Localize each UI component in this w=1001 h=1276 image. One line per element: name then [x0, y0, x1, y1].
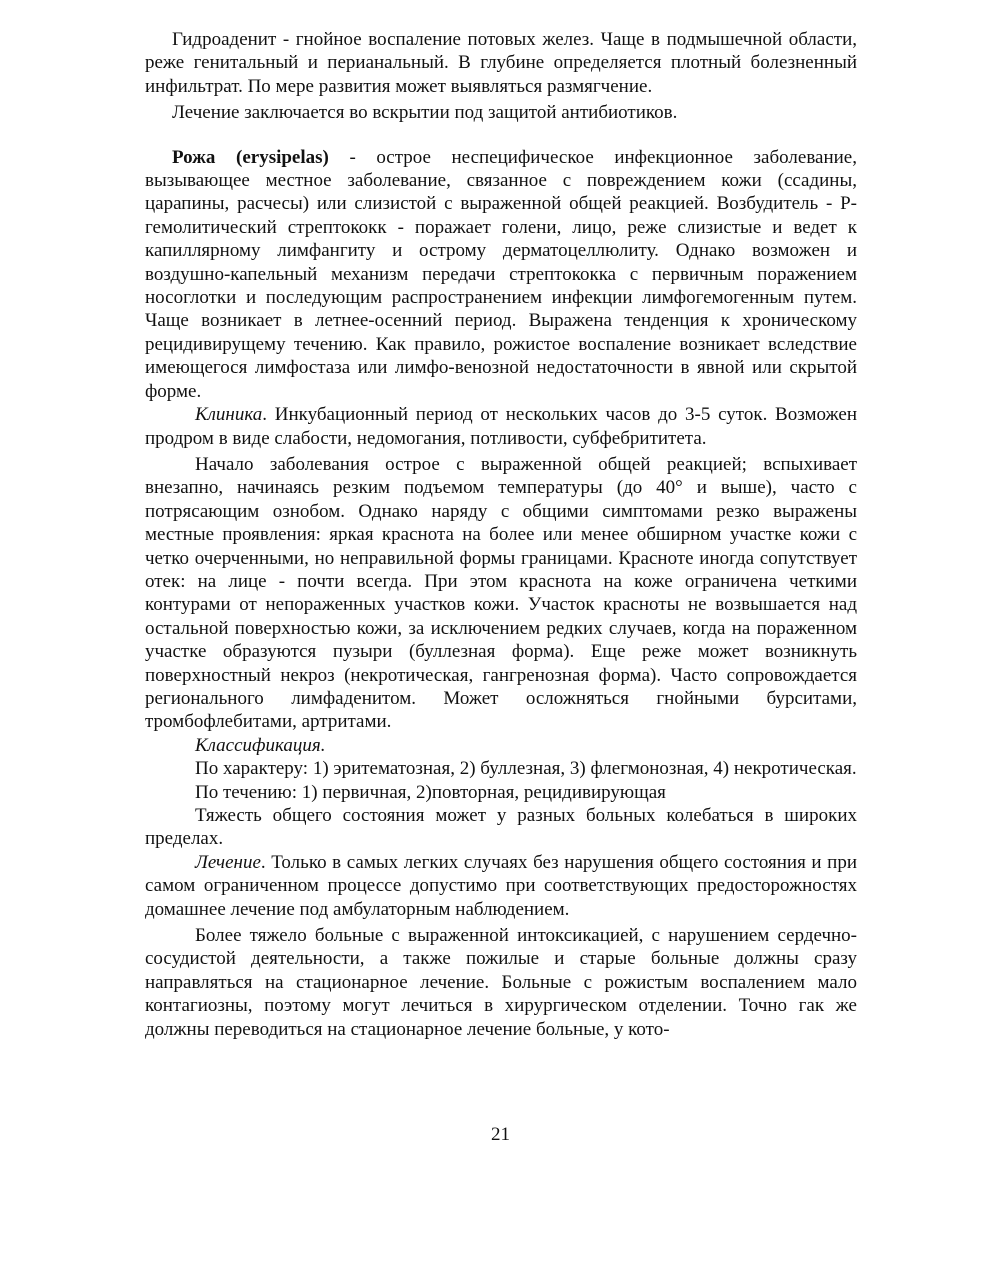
paragraph-clinic-text: . Инкубационный период от нескольких часов до 3-5 суток. Возможен продром в виде слабости, недомогания, потливости, субфебрититета.: [145, 404, 857, 449]
paragraph-severity: Тяжесть общего состояния может у разных больных колебаться в широких пределах.: [145, 805, 857, 850]
paragraph-hidradenitis-treatment: Лечение заключается во вскрытии под защитой антибиотиков.: [172, 102, 678, 124]
paragraph-onset: Начало заболевания острое с выраженной общей реакцией; вспыхивает внезапно, начинаясь резким подъемом температуры (до 40° и выше), часто с потрясающим ознобом. Однако наряду с общими симптомами резко выражены местные проявления: яркая краснота на более или менее обширном участке кожи с четко очерченными, но неправильной формы границами. Красноте иногда сопутствует отек: на лице - почти всегда. При этом краснота на коже ограничена четкими контурами от непораженных участков кожи. Участок красноты не возвышается над остальной поверхностью кожи, за исключением редких случаев, когда на пораженном участке образуются пузыри (буллезная форма). Еще реже может возникнуть поверхностный некроз (некротическая, гангренозная форма). Часто сопровождается регионального лимфаденитом. Может осложняться гнойными бурситами, тромбофлебитами, артритами.: [145, 453, 857, 733]
page-body: [145, 28, 857, 1041]
paragraph-hospitalization: Более тяжело больные с выраженной интоксикацией, с нарушением сердечно-сосудистой деятельности, а также пожилые и старые больные должны сразу направляться на стационарное лечение. Больные с рожистым воспалением мало контагиозны, поэтому могут лечиться в хирургическом отделении. Точно гак же должны переводиться на стационарное лечение больные, у кото-: [145, 925, 857, 1040]
term-treatment: Лечение: [195, 851, 261, 873]
paragraph-by-course: По течению: 1) первичная, 2)повторная, рецидивирующая: [195, 781, 666, 803]
heading-classification: [145, 734, 857, 757]
page-number: 21: [491, 1124, 510, 1145]
paragraph-by-character: По характеру: 1) эритематозная, 2) буллезная, 3) флегмонозная, 4) некротическая.: [195, 758, 857, 780]
paragraph-treatment: [145, 851, 857, 921]
paragraph-erysipelas-text: - острое неспецифическое инфекционное заболевание, вызывающее местное заболевание, связанное с повреждением кожи (ссадины, царапины, расчесы) или слизистой с выраженной общей реакцией. Возбудитель - Р-гемолитический стрептококк - поражает голени, лицо, реже слизистые и ведет к капиллярному лимфангиту и острому дерматоцеллюлиту. Однако возможен и воздушно-капельный механизм передачи стрептококка с первичным поражением носоглотки и последующим распространением инфекции лимфогемогенным путем. Чаще возникает в летнее-осенний период. Выражена тенденция к хроническому рецидивирущему течению. Как правило, рожистое воспаление возникает вследствие имеющегося лимфостаза или лимфо-венозной недостаточности в явной или скрытой форме.: [145, 146, 857, 402]
term-erysipelas: Рожа (erysipelas): [172, 146, 329, 168]
paragraph-treatment-text: . Только в самых легких случаях без нарушения общего состояния и при самом ограниченном процессе допустимо при соответствующих предосторожностях домашнее лечение под амбулаторным наблюдением.: [145, 851, 857, 920]
paragraph-clinic: [145, 403, 857, 450]
term-clinic: Клиника: [195, 404, 263, 426]
classification-label: Классификация.: [195, 734, 326, 756]
paragraph-erysipelas: [145, 146, 857, 403]
paragraph-hidradenitis: Гидроаденит - гнойное воспаление потовых желез. Чаще в подмышечной области, реже генитальный и перианальный. В глубине определяется плотный болезненный инфильтрат. По мере развития может выявляться размягчение.: [145, 29, 857, 97]
